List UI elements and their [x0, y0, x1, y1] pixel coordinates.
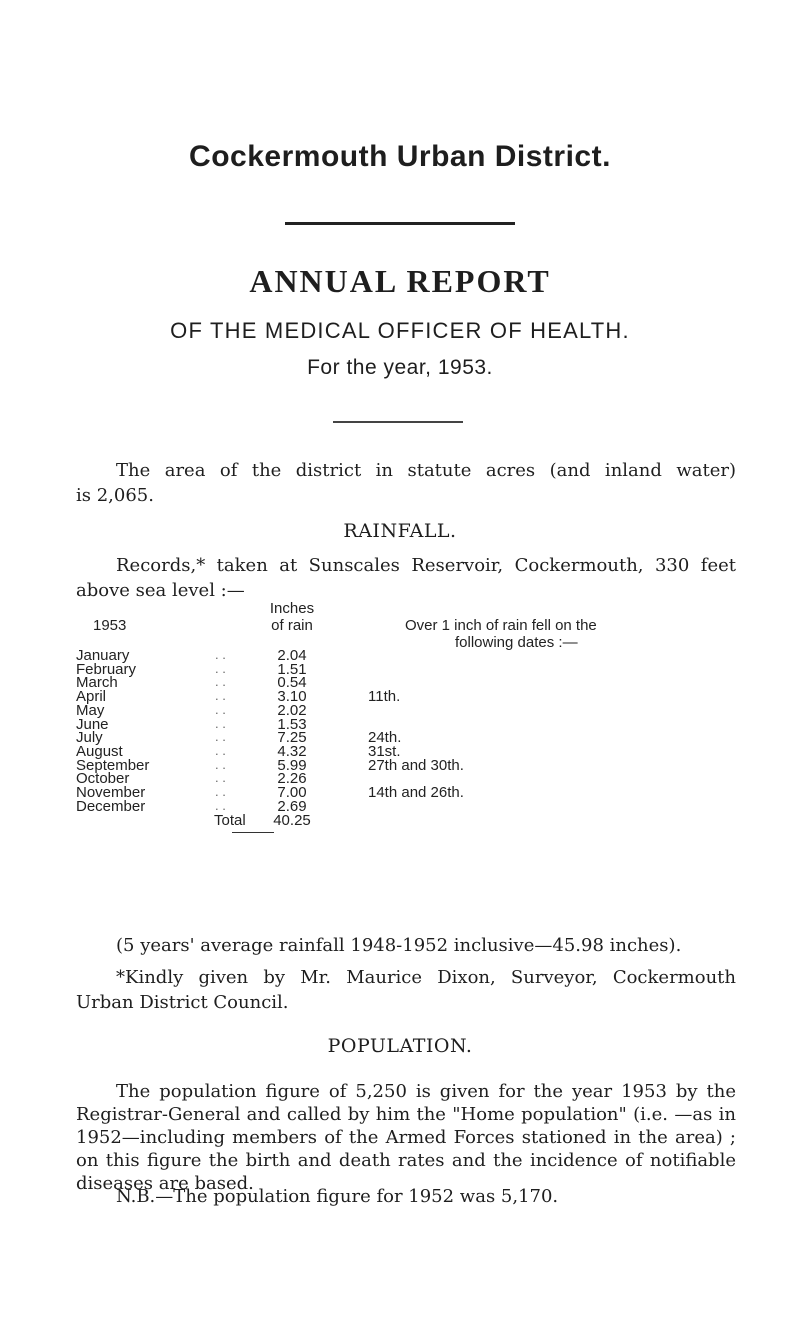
- total-label: Total: [214, 812, 246, 829]
- population-paragraph: The population figure of 5,250 is given for the year 1953 by the Registrar-General and called by him the "Home population" (i.e. —as in 1952—including members of the Armed Forces stationed in the area) ; on this figure the birth and death rates and the incidence of notifiable diseases are based.: [76, 1081, 736, 1194]
- leader-dots: . .: [215, 784, 226, 799]
- district-title: Cockermouth Urban District.: [189, 140, 611, 173]
- title-divider: [285, 222, 515, 225]
- records-line-2: above sea level :—: [76, 580, 245, 601]
- dates-cell: 14th and 26th.: [368, 784, 464, 801]
- inches-cell: 2.04: [277, 647, 307, 664]
- header-inches: Inches: [269, 600, 315, 617]
- inches-cell: 4.32: [277, 742, 307, 760]
- month-cell: October: [76, 770, 130, 788]
- inches-cell: 5.99: [277, 756, 307, 774]
- table-header: [0, 600, 800, 651]
- inches-cell: 7.25: [277, 729, 307, 747]
- header-dates-2: following dates :—: [455, 634, 578, 651]
- leader-dots: . .: [215, 660, 226, 676]
- inches-cell: 0.54: [277, 674, 307, 692]
- leader-dots: . .: [215, 770, 226, 786]
- total-rule: [232, 832, 274, 833]
- year-line: For the year, 1953.: [307, 356, 493, 379]
- population-note: N.B.—The population figure for 1952 was 5,170.: [116, 1186, 559, 1207]
- header-dates-1: Over 1 inch of rain fell on the: [405, 617, 597, 634]
- total-value: 40.25: [273, 812, 311, 829]
- header-of-rain: of rain: [271, 617, 313, 634]
- report-title: ANNUAL REPORT: [249, 263, 551, 299]
- inches-cell: 2.69: [277, 797, 307, 815]
- dates-cell: 24th.: [368, 729, 402, 747]
- leader-dots: . .: [215, 797, 226, 813]
- leader-dots: . .: [215, 647, 226, 662]
- month-cell: January: [76, 647, 130, 664]
- leader-dots: . .: [215, 742, 226, 758]
- leader-dots: . .: [215, 756, 226, 772]
- section-divider: [333, 421, 463, 423]
- inches-cell: 2.02: [277, 701, 307, 719]
- inches-cell: 1.51: [277, 660, 307, 678]
- records-line-1: Records,* taken at Sunscales Reservoir, Cockermouth, 330 feet: [116, 555, 736, 576]
- leader-dots: . .: [215, 674, 226, 690]
- month-cell: July: [76, 729, 103, 747]
- acknowledgement-paragraph: [76, 965, 736, 1015]
- month-cell: April: [76, 688, 107, 706]
- leader-dots: . .: [215, 729, 226, 745]
- average-rainfall: (5 years' average rainfall 1948-1952 inclusive—45.98 inches).: [116, 935, 682, 956]
- records-paragraph: [76, 553, 736, 603]
- leader-dots: . .: [215, 701, 226, 717]
- month-cell: February: [76, 660, 137, 678]
- month-cell: May: [76, 701, 105, 719]
- inches-cell: 3.10: [277, 688, 307, 706]
- leader-dots: . .: [215, 715, 226, 731]
- inches-cell: 2.26: [277, 770, 307, 788]
- month-cell: November: [76, 784, 146, 801]
- month-cell: December: [76, 797, 146, 815]
- area-line-1: The area of the district in statute acres (and inland water): [116, 460, 736, 481]
- month-cell: August: [76, 742, 123, 760]
- rainfall-table: [0, 600, 800, 890]
- population-heading: POPULATION.: [327, 1035, 473, 1057]
- kindly-line-1: *Kindly given by Mr. Maurice Dixon, Surveyor, Cockermouth: [116, 967, 736, 988]
- month-cell: September: [76, 756, 150, 774]
- inches-cell: 7.00: [277, 784, 307, 801]
- month-cell: March: [76, 674, 118, 692]
- header-year: 1953: [93, 617, 127, 634]
- dates-cell: 11th.: [368, 688, 401, 706]
- leader-dots: . .: [215, 688, 226, 704]
- area-line-2: is 2,065.: [76, 485, 154, 506]
- dates-cell: 27th and 30th.: [368, 756, 464, 774]
- month-cell: June: [76, 715, 109, 733]
- area-paragraph: [76, 458, 736, 508]
- inches-cell: 1.53: [277, 715, 307, 733]
- rainfall-heading: RAINFALL.: [343, 520, 457, 542]
- kindly-line-2: Urban District Council.: [76, 992, 289, 1013]
- officer-line: OF THE MEDICAL OFFICER OF HEALTH.: [170, 318, 630, 343]
- dates-cell: 31st.: [368, 742, 401, 760]
- table-row: [0, 798, 800, 815]
